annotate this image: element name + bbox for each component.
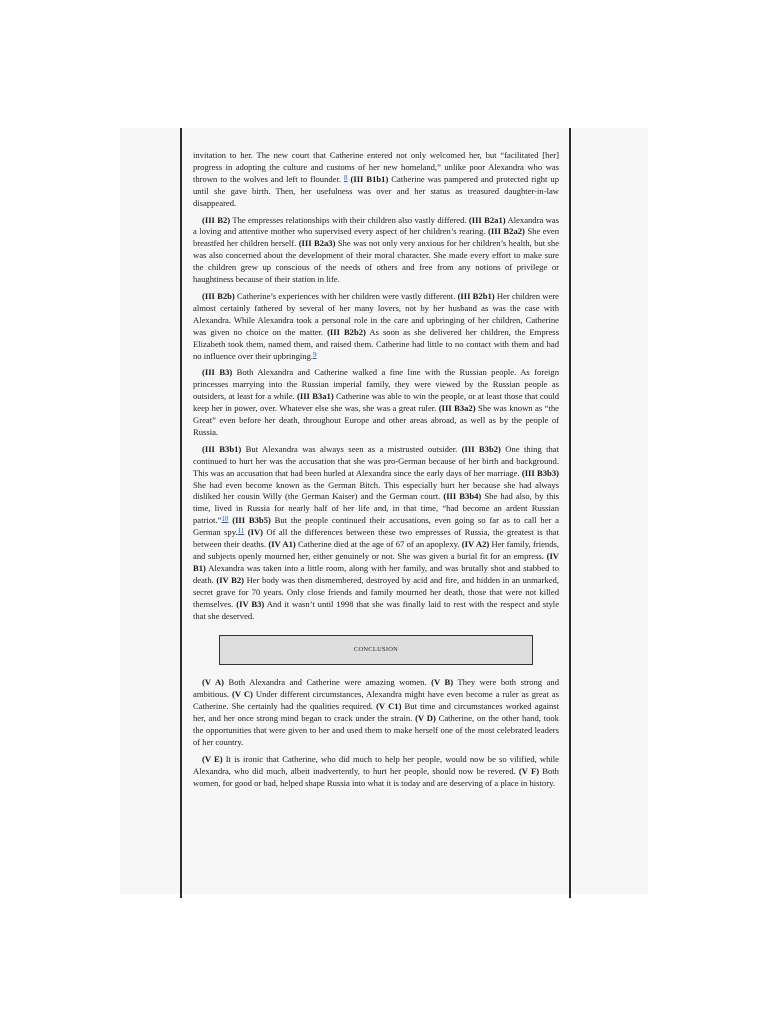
text-run: Alexandra was a loving and attentive mother who supervised every aspect of her children’s rearing. bbox=[193, 214, 559, 237]
outline-label: (III B3a2) bbox=[438, 403, 476, 414]
text-run: One thing that continued to hurt her was the accusation that she was pro-German because of her birth and background. This was an accusation that had been hurled at Alexandra since the early days of her marriage. bbox=[193, 443, 559, 478]
text-run: She had also, by this time, lived in Russia for nearly half of her life and, in that time, “had become an ardent Russian patriot.” bbox=[193, 491, 559, 526]
body-paragraph bbox=[193, 215, 559, 286]
outline-label: (III B3b3) bbox=[521, 467, 559, 478]
text-run: Her children were almost certainly fathered by several of her many lovers, not by her husband as was the case with Alexandra. While Alexandra took a personal role in the care and upbringing of her children, Catherine was given no choice on the matter. bbox=[193, 290, 559, 337]
text-run: Her body was then dismembered, destroyed by acid and fire, and hidden in an unmarked, secret grave for 70 years. Only close friends and family mourned her death, those that were not killed themselves. bbox=[193, 574, 560, 609]
outline-label: (III B1b1) bbox=[350, 173, 389, 184]
outline-label: (III B2) bbox=[202, 214, 231, 225]
text-run: But Alexandra was always seen as a mistrusted outsider. bbox=[241, 443, 462, 454]
text-run: Under different circumstances, Alexandra might have even become a ruler as great as Catherine. She certainly had the qualities required. bbox=[193, 689, 559, 712]
outline-label: (V F) bbox=[518, 765, 540, 776]
text-run: The empresses relationships with their children also vastly differed. bbox=[230, 214, 469, 225]
outline-label: (V C) bbox=[232, 689, 253, 700]
outline-label: (III B3b4) bbox=[443, 491, 482, 502]
outline-label: (III B2b) bbox=[202, 290, 235, 301]
text-run: Her family, friends, and subjects openly mourned her, either genuinely or not. She was given a burial fit for an empress. bbox=[193, 539, 559, 561]
body-paragraph bbox=[193, 444, 559, 623]
outline-label: (V D) bbox=[415, 713, 436, 724]
outline-label: (III B3b5) bbox=[232, 515, 271, 526]
outline-label: (V B) bbox=[431, 677, 454, 688]
document-page bbox=[120, 128, 648, 894]
text-run: She had even become known as the German Bitch. This especially hurt her because she had always disliked her cousin Willy (the German Kaiser) and the German court. bbox=[193, 479, 559, 502]
left-margin-rule bbox=[180, 128, 182, 898]
body-paragraph bbox=[193, 367, 559, 438]
conclusion-paragraph bbox=[193, 677, 559, 748]
text-run: Catherine died at the age of 67 of an apoplexy. bbox=[295, 539, 462, 550]
outline-label: (III B2b2) bbox=[327, 326, 366, 337]
text-run: Alexandra was taken into a little room, along with her family, and was brutally shot and stabbed to death. bbox=[193, 562, 559, 585]
outline-label: (III B2a3) bbox=[298, 238, 336, 249]
text-run: She was known as “the Great” even before her death, throughout Europe and other areas abroad, as well as by the people of Russia. bbox=[193, 403, 559, 437]
text-run: They were both strong and ambitious. bbox=[193, 677, 559, 700]
text-run: She even breastfed her children herself. bbox=[193, 226, 560, 249]
text-run: Both Alexandra and Catherine were amazing women. bbox=[224, 677, 432, 688]
text-run: It is ironic that Catherine, who did much to help her people, would now be so vilified, while Alexandra, who did much, albeit inadvertently, to hurt her people, should now be revered. bbox=[193, 753, 559, 776]
text-run: But the people continued their accusations, even going so far as to call her a German spy. bbox=[193, 515, 559, 538]
outline-label: (III B3a1) bbox=[297, 391, 334, 402]
footnote-ref[interactable]: 9 bbox=[313, 350, 317, 359]
outline-label: (III B3) bbox=[202, 367, 233, 378]
outline-label: (III B2a2) bbox=[488, 226, 525, 237]
text-run: But time and circumstances worked against her, and her once strong mind began to crack under the strain. bbox=[193, 701, 559, 724]
body-paragraph bbox=[193, 291, 559, 362]
footnote-ref[interactable]: 10 bbox=[221, 515, 229, 524]
body-paragraphs bbox=[193, 150, 559, 622]
outline-label: (IV B1) bbox=[193, 551, 559, 573]
right-margin-rule bbox=[569, 128, 571, 898]
conclusion-heading: CONCLUSION bbox=[353, 646, 399, 654]
outline-label: (IV B2) bbox=[216, 574, 245, 585]
text-run: She was not only very anxious for her children’s health, but she was also concerned about the development of their moral character. She made every effort to make sure the children grew up conscious of the needs of others and free from any notions of privilege or haughtiness because of their station in life. bbox=[193, 238, 560, 285]
conclusion-paragraphs bbox=[193, 677, 559, 789]
conclusion-paragraph bbox=[193, 754, 559, 790]
page-content bbox=[193, 150, 559, 795]
footnote-ref[interactable]: 8 bbox=[344, 173, 348, 182]
text-run: Catherine, on the other hand, took the opportunities that were given to her and used them to make herself one of the most celebrated leaders of her country. bbox=[193, 713, 559, 747]
outline-label: (V A) bbox=[202, 677, 225, 688]
outline-label: (IV A1) bbox=[268, 539, 296, 550]
text-run: Catherine’s experiences with her children were vastly different. bbox=[234, 290, 458, 301]
outline-label: (III B2a1) bbox=[468, 214, 506, 225]
outline-label: (V C1) bbox=[376, 701, 402, 712]
footnote-ref[interactable]: 11 bbox=[237, 527, 245, 536]
outline-label: (V E) bbox=[202, 753, 223, 764]
text-run: As soon as she delivered her children, the Empress Elizabeth took them, named them, and raised them. Catherine had little to no contact with them and had no influence over their upbringing. bbox=[193, 326, 559, 361]
outline-label: (IV) bbox=[247, 527, 264, 538]
text-run: Of all the differences between these two empresses of Russia, the greatest is that between their deaths. bbox=[193, 527, 560, 550]
conclusion-heading-box bbox=[219, 635, 533, 665]
outline-label: (III B3b2) bbox=[461, 443, 501, 454]
text-run: Both Alexandra and Catherine walked a fine line with the Russian people. As foreign princesses marrying into the Russian imperial family, they were viewed by the Russian people as outsiders, at least for a while. bbox=[193, 367, 559, 402]
body-paragraph bbox=[193, 150, 559, 210]
text-run: Both women, for good or bad, helped shape Russia into what it is today and are deserving of a place in history. bbox=[193, 765, 559, 788]
text-run: Catherine was pampered and protected right up until she gave birth. Then, her usefulness was over and her status as treasured daughter-in-law disappeared. bbox=[193, 173, 559, 208]
outline-label: (III B2b1) bbox=[457, 290, 495, 301]
outline-label: (IV B3) bbox=[236, 598, 265, 609]
outline-label: (IV A2) bbox=[461, 539, 490, 550]
text-run: And it wasn’t until 1998 that she was finally laid to rest with the respect and style that she deserved. bbox=[193, 598, 560, 621]
outline-label: (III B3b1) bbox=[202, 443, 242, 454]
text-run: invitation to her. The new court that Catherine entered not only welcomed her, but “facilitated [her] progress in adopting the culture and customs of her new homeland,” unlike poor Alexandra who was thrown to the wolves and left to flounder. bbox=[193, 150, 559, 184]
text-run: Catherine was able to win the people, or at least those that could keep her in power, over. Whatever else she was, she was a great ruler. bbox=[193, 391, 559, 414]
